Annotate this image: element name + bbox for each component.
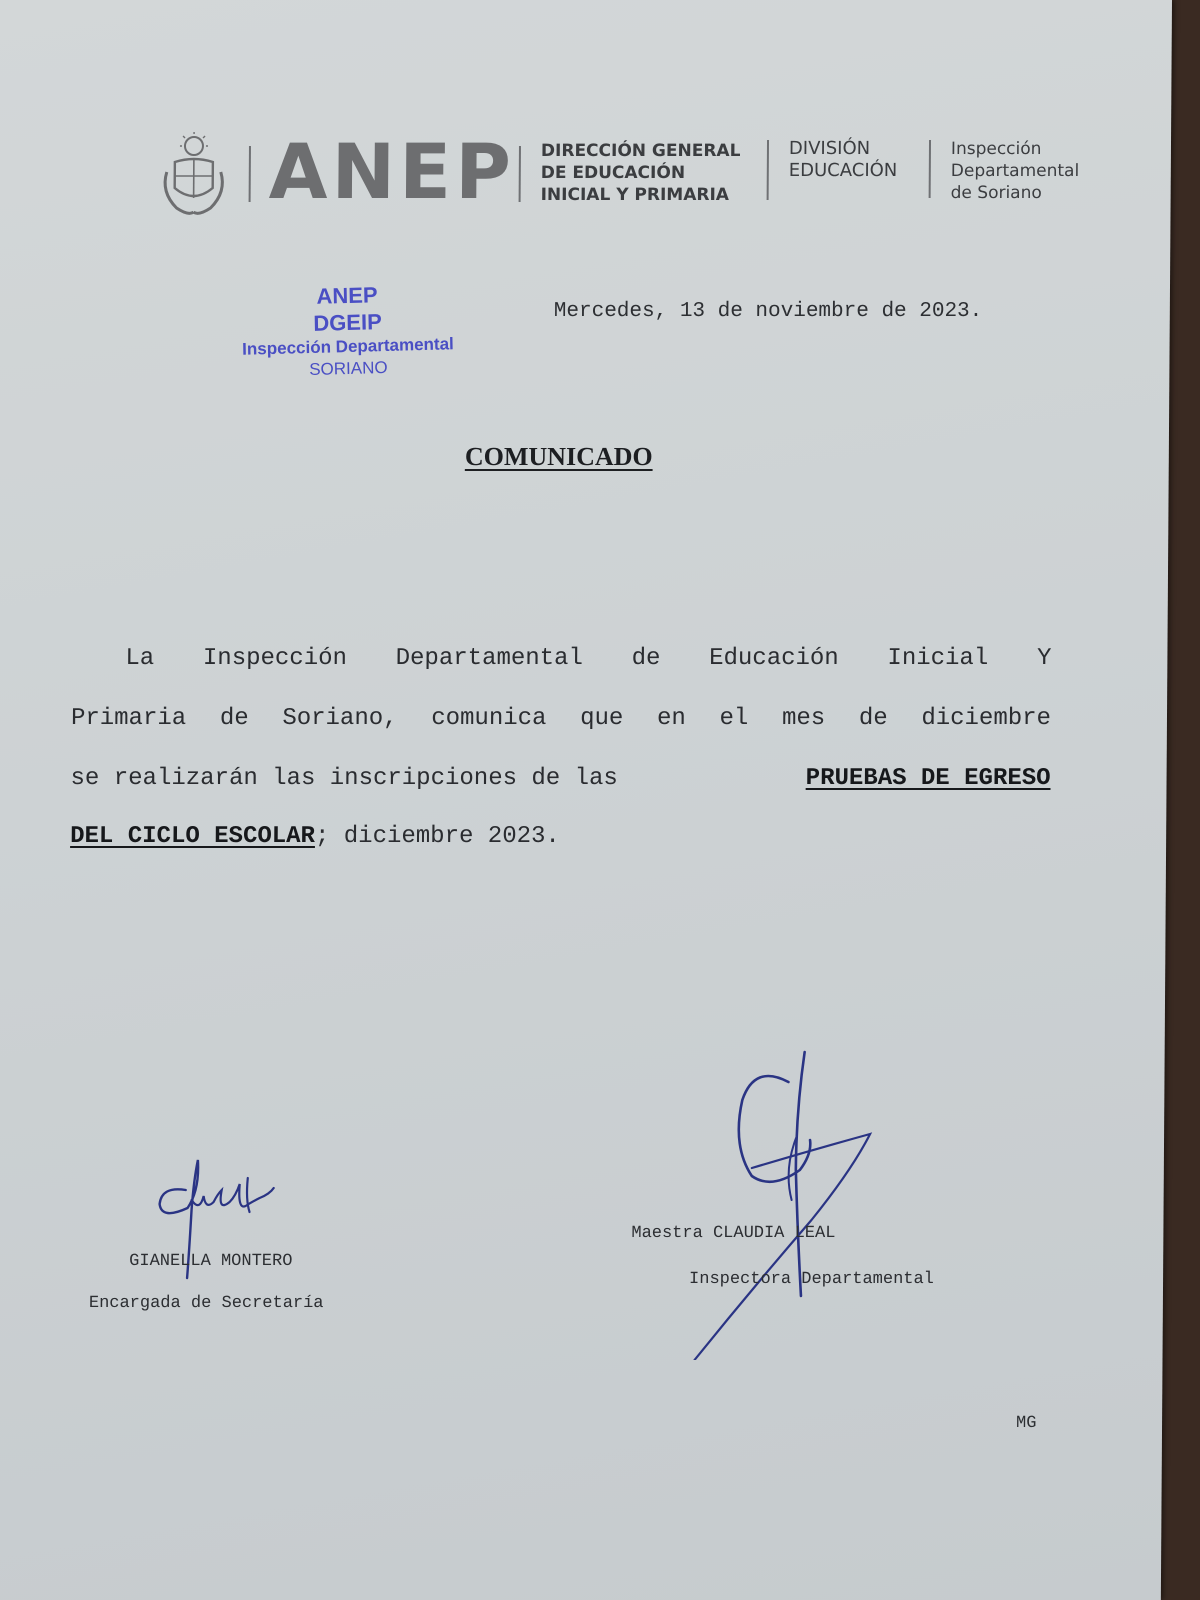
department-stamp: ANEP DGEIP Inspección Departamental SORIANO (242, 282, 454, 380)
right-signatory-role: Inspectora Departamental (689, 1270, 934, 1289)
right-signatory-name: Maestra CLAUDIA LEAL (631, 1224, 836, 1243)
highlight-ciclo: DEL CICLO ESCOLAR (70, 823, 316, 850)
header-separator (249, 146, 251, 202)
date-line: Mercedes, 13 de noviembre de 2023. (553, 300, 983, 323)
anep-logo: ANEP (268, 127, 516, 216)
body-line-1: La Inspección Departamental de Educación Inicial Y (125, 645, 1052, 672)
right-signature-ink (691, 1050, 913, 1360)
body-line-2: Primaria de Soriano, comunica que en el mes de diciembre (70, 705, 1052, 732)
header-direccion: DIRECCIÓN GENERAL DE EDUCACIÓN INICIAL Y PRIMARIA (540, 141, 741, 205)
header-separator (519, 146, 521, 202)
header-inspeccion: Inspección Departamental de Soriano (950, 139, 1080, 203)
body-line-4: DEL CICLO ESCOLAR; diciembre 2023. (70, 823, 560, 850)
left-signature-ink (141, 1150, 342, 1300)
document-title: COMUNICADO (464, 442, 653, 471)
uruguay-coat-of-arms-icon (158, 132, 229, 218)
header-separator (929, 140, 931, 198)
highlight-pruebas: PRUEBAS DE EGRESO (805, 765, 1051, 792)
left-signatory-role: Encargada de Secretaría (88, 1294, 324, 1313)
footer-initials: MG (1015, 1414, 1037, 1433)
header-division: DIVISIÓN EDUCACIÓN (788, 138, 898, 181)
body-line-3: se realizarán las inscripciones de las PRUEBAS DE EGRESO (70, 765, 1051, 792)
left-signatory-name: GIANELLA MONTERO (129, 1252, 293, 1271)
header-separator (767, 140, 769, 200)
